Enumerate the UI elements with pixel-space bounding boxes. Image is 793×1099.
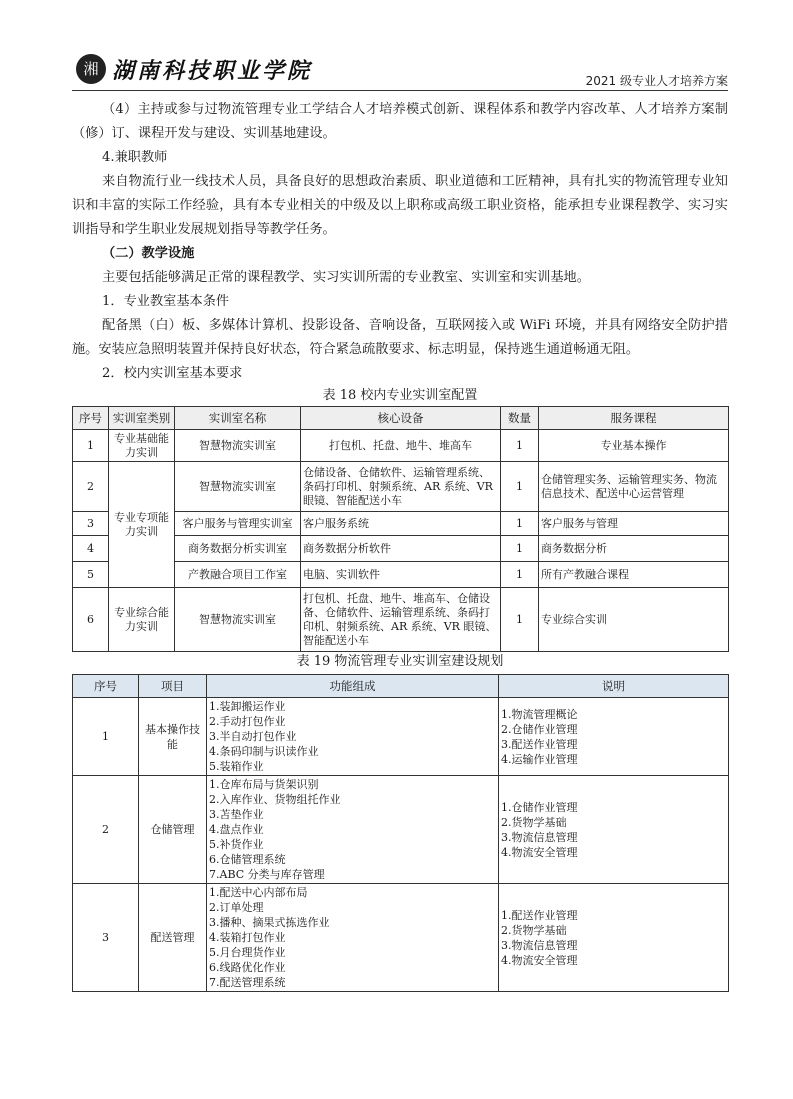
table18-header-cell: 服务课程 [539,407,729,430]
core-equipment: 商务数据分析软件 [301,536,501,562]
list-item: 1.仓库布局与货架识别 [209,778,319,791]
list-item: 3.配送作业管理 [501,737,578,751]
row-number: 1 [73,430,109,462]
row-number: 2 [73,776,139,884]
list-item: 6.仓储管理系统 [209,853,286,866]
quantity: 1 [501,430,539,462]
function-list [207,776,499,884]
room-category: 专业基础能力实训 [109,430,175,462]
service-course: 专业综合实训 [539,588,729,652]
room-name: 智慧物流实训室 [175,430,301,462]
quantity: 1 [501,588,539,652]
list-item: 7.ABC 分类与库存管理 [209,868,325,881]
function-list [207,884,499,992]
notes-list [499,776,729,884]
heading-teaching-facilities: （二）教学设施 [102,246,195,261]
table-row [73,430,729,462]
project-name: 基本操作技能 [139,698,207,776]
list-item: 6.线路优化作业 [209,961,286,974]
page-content [72,98,728,992]
heading-classroom-conditions: 1．专业教室基本条件 [102,294,230,309]
table18-caption: 表 18 校内专业实训室配置 [322,388,478,403]
list-item: 5.月台理货作业 [209,946,286,959]
list-item: 4.物流安全管理 [501,845,578,859]
table18-header-row [73,407,729,430]
list-item: 1.仓储作业管理 [501,800,578,814]
row-number: 6 [73,588,109,652]
room-name: 商务数据分析实训室 [175,536,301,562]
table18-header-cell: 实训室类别 [109,407,175,430]
list-item: 4.物流安全管理 [501,953,578,967]
room-name: 智慧物流实训室 [175,462,301,512]
room-name: 客户服务与管理实训室 [175,512,301,536]
project-name: 仓储管理 [139,776,207,884]
table19-header-cell: 功能组成 [207,675,499,698]
list-item: 1.配送中心内部布局 [209,886,308,899]
header-divider [72,90,728,91]
table19-caption: 表 19 物流管理专业实训室建设规划 [296,654,504,669]
row-number: 3 [73,512,109,536]
table18-header-cell: 核心设备 [301,407,501,430]
table18-header-cell: 序号 [73,407,109,430]
table-row [73,698,729,776]
list-item: 3.苫垫作业 [209,808,264,821]
service-course: 商务数据分析 [539,536,729,562]
list-item: 1.物流管理概论 [501,707,578,721]
document-title: 2021 级专业人才培养方案 [585,74,728,88]
heading-training-room-requirements: 2．校内实训室基本要求 [102,366,243,381]
core-equipment: 打包机、托盘、地牛、堆高车 [301,430,501,462]
row-number: 3 [73,884,139,992]
table19-header-cell: 序号 [73,675,139,698]
list-item: 1.装卸搬运作业 [209,700,286,713]
core-equipment: 仓储设备、仓储软件、运输管理系统、条码打印机、射频系统、AR 系统、VR 眼镜、智能配送小车 [301,462,501,512]
service-course: 专业基本操作 [539,430,729,462]
room-name: 智慧物流实训室 [175,588,301,652]
list-item: 2.货物学基础 [501,815,567,829]
table18-header-cell: 实训室名称 [175,407,301,430]
table-row [73,462,729,512]
page-header [72,50,728,94]
table-row [73,884,729,992]
function-list [207,698,499,776]
service-course: 客户服务与管理 [539,512,729,536]
list-item: 3.播种、摘果式拣选作业 [209,916,330,929]
quantity: 1 [501,562,539,588]
list-item: 3.半自动打包作业 [209,730,297,743]
core-equipment: 电脑、实训软件 [301,562,501,588]
quantity: 1 [501,512,539,536]
list-item: 5.补货作业 [209,838,264,851]
notes-list [499,884,729,992]
paragraph-teacher-requirement: （4）主持或参与过物流管理专业工学结合人才培养模式创新、课程体系和教学内容改革、人才培养方案制（修）订、课程开发与建设、实训基地建设。 [72,102,728,141]
heading-part-time-teachers: 4.兼职教师 [102,150,168,165]
table-row [73,588,729,652]
list-item: 2.仓储作业管理 [501,722,578,736]
quantity: 1 [501,462,539,512]
notes-list [499,698,729,776]
table19-header-row [73,675,729,698]
list-item: 5.装箱作业 [209,760,264,773]
project-name: 配送管理 [139,884,207,992]
row-number: 1 [73,698,139,776]
paragraph-part-time-teachers: 来自物流行业一线技术人员，具备良好的思想政治素质、职业道德和工匠精神，具有扎实的物流管理专业知识和丰富的实际工作经验，具有本专业相关的中级及以上职称或高级工职业资格，能承担专业课程教学、实习实训指导和学生职业发展规划指导等教学任务。 [72,174,728,237]
list-item: 4.运输作业管理 [501,752,578,766]
table19-header-cell: 项目 [139,675,207,698]
list-item: 2.订单处理 [209,901,264,914]
row-number: 5 [73,562,109,588]
list-item: 4.盘点作业 [209,823,264,836]
quantity: 1 [501,536,539,562]
list-item: 3.物流信息管理 [501,938,578,952]
service-course: 仓储管理实务、运输管理实务、物流信息技术、配送中心运营管理 [539,462,729,512]
table19-training-room-plan [72,674,729,992]
table-row [73,776,729,884]
list-item: 2.手动打包作业 [209,715,286,728]
core-equipment: 客户服务系统 [301,512,501,536]
paragraph-classroom-conditions: 配备黑（白）板、多媒体计算机、投影设备、音响设备，互联网接入或 WiFi 环境，并具有网络安全防护措施。安装应急照明装置并保持良好状态，符合紧急疏散要求、标志明显，保持逃生通道畅通无阻。 [72,318,728,357]
list-item: 4.条码印制与识读作业 [209,745,319,758]
list-item: 2.入库作业、货物组托作业 [209,793,341,806]
list-item: 3.物流信息管理 [501,830,578,844]
list-item: 2.货物学基础 [501,923,567,937]
service-course: 所有产教融合课程 [539,562,729,588]
core-equipment: 打包机、托盘、地牛、堆高车、仓储设备、仓储软件、运输管理系统、条码打印机、射频系统、AR 系统、VR 眼镜、智能配送小车 [301,588,501,652]
table18-training-room-config [72,406,729,652]
list-item: 1.配送作业管理 [501,908,578,922]
paragraph-facilities-intro: 主要包括能够满足正常的课程教学、实习实训所需的专业教室、实训室和实训基地。 [102,270,590,285]
row-number: 4 [73,536,109,562]
row-number: 2 [73,462,109,512]
table19-header-cell: 说明 [499,675,729,698]
list-item: 4.装箱打包作业 [209,931,286,944]
room-name: 产教融合项目工作室 [175,562,301,588]
school-name: 湖南科技职业学院 [112,58,313,84]
table18-header-cell: 数量 [501,407,539,430]
school-logo-icon: 湘 [76,54,106,84]
room-category: 专业专项能力实训 [109,462,175,588]
room-category: 专业综合能力实训 [109,588,175,652]
list-item: 7.配送管理系统 [209,976,286,989]
